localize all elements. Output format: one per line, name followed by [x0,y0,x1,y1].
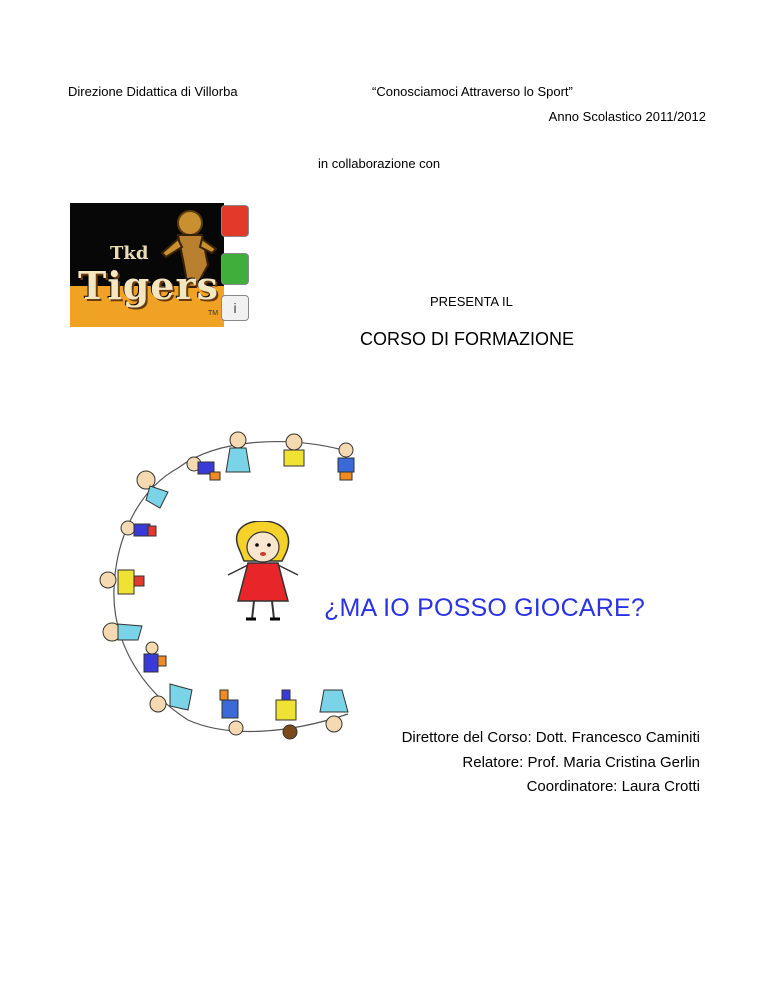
logo-trademark: TM [208,310,219,317]
credits-block [402,726,700,800]
course-director: Direttore del Corso: Dott. Francesco Caminiti [401,729,700,746]
course-speaker: Relatore: Prof. Maria Cristina Gerlin [462,753,700,771]
presents-text: PRESENTA IL [430,294,513,309]
logo-subtitle: Tkd [110,243,149,264]
kid-figure-5 [137,471,168,508]
course-coordinator: Coordinatore: Laura Crotti [526,778,700,795]
school-year: Anno Scolastico 2011/2012 [548,109,706,124]
logo-wordmark: Tigers [78,263,219,308]
kid-figure-1 [226,432,250,472]
course-title: ¿MA IO POSSO GIOCARE? [324,594,645,622]
kid-figure-9 [144,642,166,672]
info-tile-icon: i [221,295,249,321]
kid-figure-2 [284,434,304,466]
kid-figure-6 [121,521,156,536]
kid-figure-8 [103,623,142,641]
tigers-logo [70,203,252,329]
kid-figure-11 [220,690,243,735]
girl-figure-illustration [222,521,304,623]
collaboration-text: in collaborazione con [318,156,441,171]
kid-figure-12 [276,690,297,739]
project-title: “Conosciamoci Attraverso lo Sport” [372,84,573,99]
kid-figure-4 [187,457,220,480]
red-tile-icon [221,205,249,237]
course-heading: CORSO DI FORMAZIONE [360,329,575,349]
school-name: Direzione Didattica di Villorba [68,84,238,99]
kid-figure-7 [100,570,144,594]
kid-figure-13 [320,690,348,732]
kid-figure-3 [338,443,354,480]
green-tile-icon [221,253,249,285]
